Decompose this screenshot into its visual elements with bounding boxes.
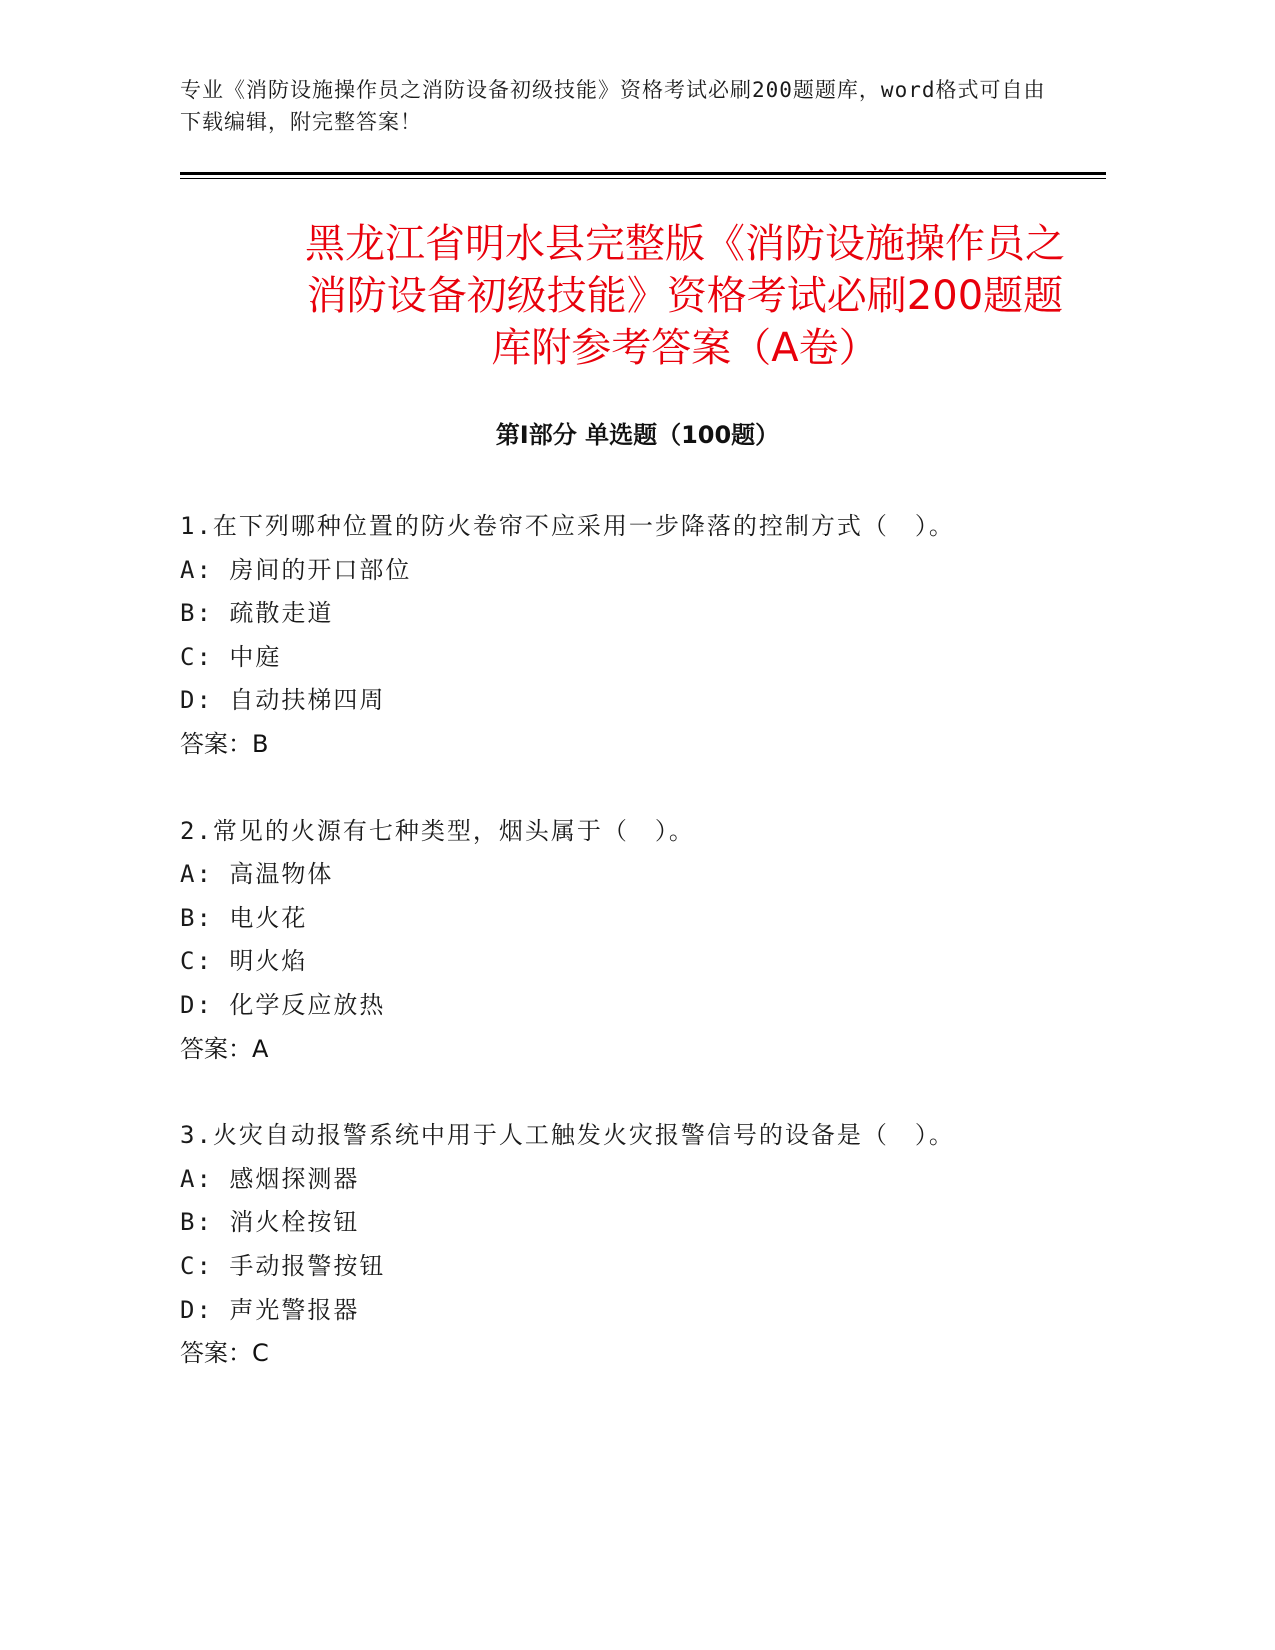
option-b: B: 疏散走道 bbox=[180, 599, 334, 628]
answer: 答案：B bbox=[180, 729, 269, 758]
option-c: C: 中庭 bbox=[180, 642, 282, 671]
question-stem: 1.在下列哪种位置的防火卷帘不应采用一步降落的控制方式（ ）。 bbox=[180, 512, 955, 540]
question-3 bbox=[180, 1114, 1100, 1376]
option-a: A: 高温物体 bbox=[180, 860, 334, 889]
question-2 bbox=[180, 810, 1100, 1072]
option-d: D: 自动扶梯四周 bbox=[180, 686, 386, 715]
title-line-1: 黑龙江省明水县完整版《消防设施操作员之 bbox=[305, 221, 1065, 267]
question-1 bbox=[180, 505, 1100, 767]
option-a: A: 房间的开口部位 bbox=[180, 555, 412, 584]
option-d: D: 声光警报器 bbox=[180, 1295, 360, 1324]
header-divider-thick bbox=[180, 172, 1106, 175]
question-stem: 2.常见的火源有七种类型，烟头属于（ ）。 bbox=[180, 816, 695, 845]
option-b: B: 消火栓按钮 bbox=[180, 1208, 360, 1237]
answer: 答案：C bbox=[180, 1339, 269, 1368]
option-c: C: 手动报警按钮 bbox=[180, 1251, 386, 1280]
answer: 答案：A bbox=[180, 1034, 269, 1063]
title-line-3: 库附参考答案（A卷） bbox=[491, 325, 879, 371]
header-note: 专业《消防设施操作员之消防设备初级技能》资格考试必刷200题题库，word格式可自由下载编辑，附完整答案！ bbox=[180, 78, 1046, 134]
question-stem: 3.火灾自动报警系统中用于人工触发火灾报警信号的设备是（ ）。 bbox=[180, 1121, 955, 1150]
header-divider-thin bbox=[180, 178, 1106, 179]
document-title bbox=[180, 218, 1190, 374]
option-a: A: 感烟探测器 bbox=[180, 1164, 360, 1193]
option-c: C: 明火焰 bbox=[180, 947, 308, 976]
section-heading: 第Ⅰ部分 单选题（100题） bbox=[495, 421, 780, 449]
question-list bbox=[180, 505, 1100, 1419]
title-line-2: 消防设备初级技能》资格考试必刷200题题 bbox=[306, 273, 1064, 319]
option-d: D: 化学反应放热 bbox=[180, 990, 386, 1019]
option-b: B: 电火花 bbox=[180, 903, 308, 932]
